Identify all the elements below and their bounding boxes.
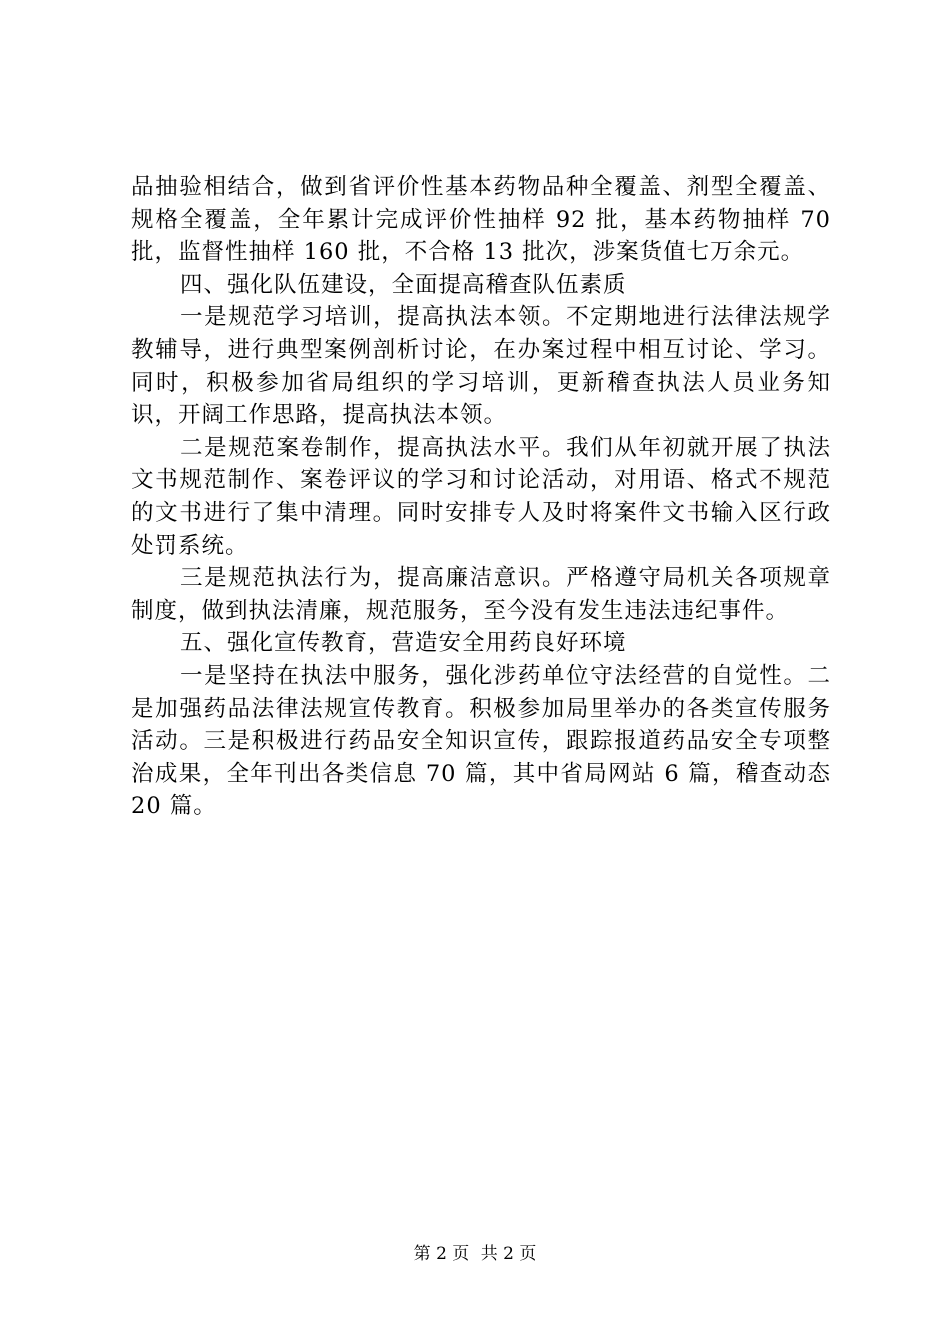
document-body [131, 171, 831, 823]
section-heading-team-building: 四、强化队伍建设，全面提高稽查队伍素质 [180, 271, 627, 298]
page-number-current: 第 2 页 [413, 1244, 470, 1264]
paragraph-publicity: 一是坚持在执法中服务，强化涉药单位守法经营的自觉性。二是加强药品法律法规宣传教育。积极参加局里举办的各类宣传服务活动。三是积极进行药品安全知识宣传，跟踪报道药品安全专项整治成果，全年刊出各类信息 70 篇，其中省局网站 6 篇，稽查动态 20 篇。 [131, 662, 831, 820]
section-heading-publicity: 五、强化宣传教育，营造安全用药良好环境 [180, 630, 627, 657]
page-footer [0, 1243, 950, 1265]
paragraph-case-files: 二是规范案卷制作，提高执法水平。我们从年初就开展了执法文书规范制作、案卷评议的学习和讨论活动，对用语、格式不规范的文书进行了集中清理。同时安排专人及时将案件文书输入区行政处罚系统。 [131, 434, 831, 559]
page-number-total: 共 2 页 [480, 1244, 537, 1264]
paragraph-training: 一是规范学习培训，提高执法本领。不定期地进行法律法规学教辅导，进行典型案例剖析讨论，在办案过程中相互讨论、学习。同时，积极参加省局组织的学习培训，更新稽查执法人员业务知识，开阔工作思路，提高执法本领。 [131, 304, 831, 429]
paragraph-sampling-results: 品抽验相结合，做到省评价性基本药物品种全覆盖、剂型全覆盖、规格全覆盖，全年累计完成评价性抽样 92 批，基本药物抽样 70 批，监督性抽样 160 批，不合格 13 批次，涉案货值七万余元。 [131, 174, 831, 266]
paragraph-conduct: 三是规范执法行为，提高廉洁意识。严格遵守局机关各项规章制度，做到执法清廉，规范服务，至今没有发生违法违纪事件。 [131, 565, 831, 624]
